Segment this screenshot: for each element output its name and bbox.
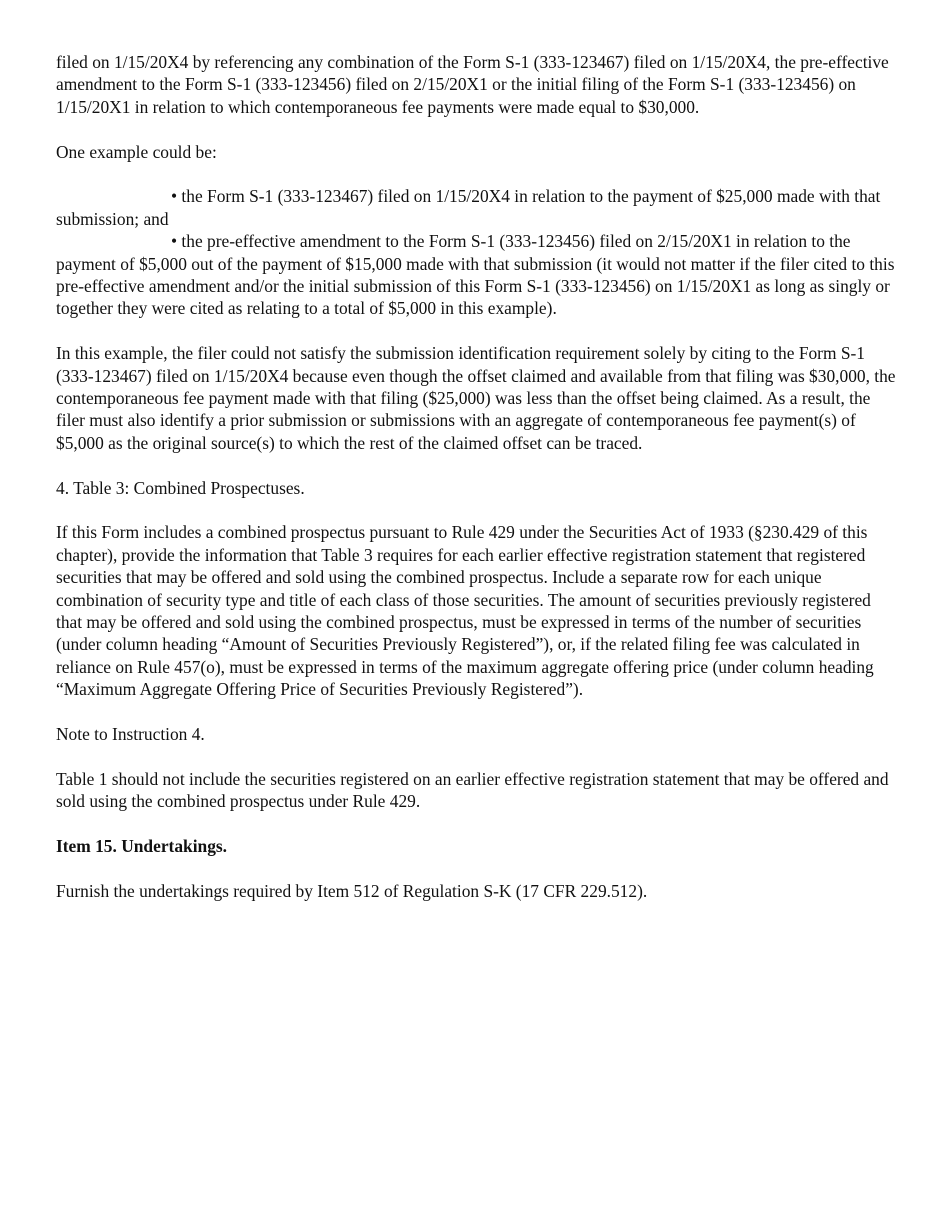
document-page (56, 51, 898, 925)
example-intro-paragraph: One example could be: (56, 141, 217, 162)
example-explanation-paragraph: In this example, the filer could not satisfy the submission identification requirement solely by citing to the Form S-1 (333-123467) filed on 1/15/20X4 because even though the offset claimed and available from that filing was $30,000, the contemporaneous fee payment made with that filing ($25,000) was less than the offset being claimed. As a result, the filer must also identify a prior submission or submissions with an aggregate of contemporaneous fee payment(s) of $5,000 as the original source(s) to which the rest of the claimed offset can be traced. (56, 343, 896, 453)
note-to-instruction-4-title: Note to Instruction 4. (56, 724, 205, 745)
note-to-instruction-4-paragraph: Table 1 should not include the securities registered on an earlier effective registration statement that may be offered and sold using the combined prospectus under Rule 429. (56, 768, 889, 812)
item-15-heading: Item 15. Undertakings. (56, 836, 228, 857)
combined-prospectus-paragraph: If this Form includes a combined prospectus pursuant to Rule 429 under the Securities Act of 1933 (§230.429 of this chapter), provide the information that Table 3 requires for each earlier effective registration statement that registered securities that may be offered and sold using the combined prospectus. Include a separate row for each unique combination of security type and title of each class of those securities. The amount of securities previously registered that may be offered and sold using the combined prospectus, must be expressed in terms of the number of securities (under column heading “Amount of Securities Previously Registered”), or, if the related filing fee was calculated in reliance on Rule 457(o), must be expressed in terms of the maximum aggregate offering price (under column heading “Maximum Aggregate Offering Price of Securities Previously Registered”). (56, 522, 874, 700)
example-bullet-1: • the Form S-1 (333-123467) filed on 1/15/20X4 in relation to the payment of $25,000 made with that submission; and (56, 186, 881, 229)
undertakings-paragraph: Furnish the undertakings required by Item 512 of Regulation S-K (17 CFR 229.512). (56, 880, 648, 901)
offset-continuation-paragraph: filed on 1/15/20X4 by referencing any combination of the Form S-1 (333-123467) filed on 1/15/20X4, the pre-effective amendment to the Form S-1 (333-123456) filed on 2/15/20X1 or the initial filing of the Form S-1 (333-123456) on 1/15/20X1 in relation to which contemporaneous fee payments were made equal to $30,000. (56, 52, 889, 117)
example-bullet-2: • the pre-effective amendment to the Form S-1 (333-123456) filed on 2/15/20X1 in relation to the payment of $5,000 out of the payment of $15,000 made with that submission (it would not matter if the filer cited to this pre-effective amendment and/or the initial submission of this Form S-1 (333-123456) on 1/15/20X1 as long as singly or together they were cited as relating to a total of $5,000 in this example). (56, 231, 895, 319)
instruction-4-title: 4. Table 3: Combined Prospectuses. (56, 477, 305, 498)
